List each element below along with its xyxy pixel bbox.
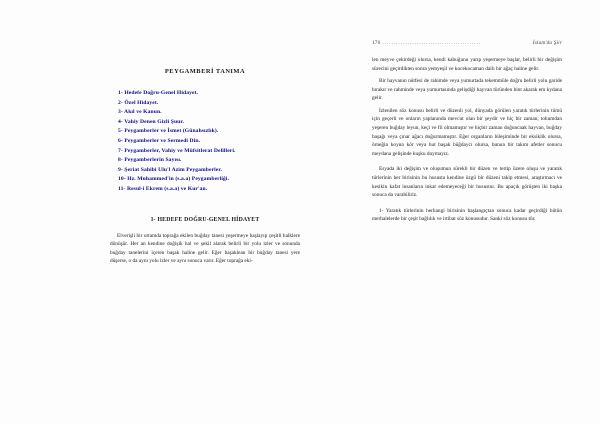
page-folio: 176 bbox=[372, 40, 381, 46]
body-paragraph: len meyve çekirdeği olursa, kendi kabuğunu yarıp yeşermeye başlar, belirli bir değişim sürecini geçirdikten sonra yemyeşil ve kocekocaman dallı bir ağaç haline gelir. bbox=[372, 57, 562, 72]
list-item[interactable]: 2- Özel Hidayet. bbox=[118, 99, 159, 106]
list-item[interactable]: 6- Peygamberler ve Sermedi Din. bbox=[118, 138, 201, 145]
list-item[interactable]: 5- Peygamberler ve İsmet (Günahsızlık). bbox=[118, 128, 219, 135]
body-paragraph: Bir hayvanın nütfesi de rahimde veya yumurtada tekemmüle doğru belirli yolu garide bırakır ve rahminde veya yumurtasında gelişdiği hayvan türünden bint akarak em kydana gelir. bbox=[372, 78, 562, 102]
list-item[interactable]: 8- Peygamberlerin Sayısı. bbox=[118, 157, 182, 164]
header-title: İslam'da Şiir bbox=[532, 40, 562, 46]
body-paragraph: 1- Yaratık türlerinin herhangi birisinin başlangıçtan sonuca kadar geçirdiği bütün merhalelerde bir çeşit bağlılık ve irtibat söz konusudur. Sanki söz konusu tür. bbox=[372, 207, 562, 223]
list-item[interactable]: 9- Şeriat Sahibi Ulu'l Azim Peygamberler. bbox=[118, 166, 222, 173]
header-dot-leader: ........................................... bbox=[382, 40, 482, 46]
contents-list bbox=[110, 89, 300, 195]
left-column bbox=[110, 0, 300, 270]
body-paragraph: İzlenilen söz konusu belirli ve düzenli yol, dünyada görülen yaratık türlerinin tümü için geçerli ve onların yaplanında mevcut olan bir şeydir ve hiç bir zaman, tohumdan yeşeren buğday leyun, keçi ve fil olmamıştır ve hiçbir zaman doğuncaak hayvan, buğday başağı veya çınar ağacı doğurmamıştır. Eğer organların bileşiminde bir eksiklik olursa, örneğin koyun kör veya hut başak büğdaycı olursa, bunun bir takım afetler sonucu meydana gelişinde kuşku duymayız. bbox=[372, 107, 562, 157]
list-item[interactable]: 11- Resul-i Ekrem (s.a.a) ve Kur'an. bbox=[118, 186, 208, 193]
page-title: PEYGAMBERİ TANIMA bbox=[164, 68, 246, 75]
list-item[interactable]: 7- Peygamberler, Vahiy ve Müfsitlerat Delilleri. bbox=[118, 147, 236, 154]
right-column bbox=[372, 0, 562, 228]
body-paragraph: Esyada iki değişim ve oluşumun sürekli bir düzen ve tertip üzere oluşu ve yaratık türlerinin her birisinin bu hususta kendine özgü bir düzeni takip etmesi, araştırmacı ve kesikin kafat insanların inkar edemeyeceği bir husustur. Bu apaçık görüşten iki başka sonuca da varabiliriz. bbox=[372, 166, 562, 199]
list-item[interactable]: 4- Vahiy Denen Gizli Şuur. bbox=[118, 118, 184, 125]
list-item[interactable]: 1- Hedefe Doğru-Genel Hidayet. bbox=[118, 90, 199, 96]
list-item[interactable]: 3- Akıl ve Kanun. bbox=[118, 109, 162, 116]
section-heading: 1- HEDEFE DOĞRU-GENEL HİDAYET bbox=[150, 216, 260, 223]
body-paragraph: Elverişli bir ortamda toprağa ekilen buğday tanesi yeşermeye başlayıp çeşitli halklere dönüşür. Her an kendine doğişik hal ve şekil alarak belirli bir yolu izler ve sonunda buğday tanelerini içeren başak haline gelir. Eğer başaklean bir buğday tanesi yere düşerse, o da aynı yolu izler ve aynı sonuca varır. Eğer toprağa eki- bbox=[110, 232, 300, 265]
list-item[interactable]: 10- Hz. Muhammed'in (s.a.a) Peygamberliği. bbox=[118, 176, 230, 183]
